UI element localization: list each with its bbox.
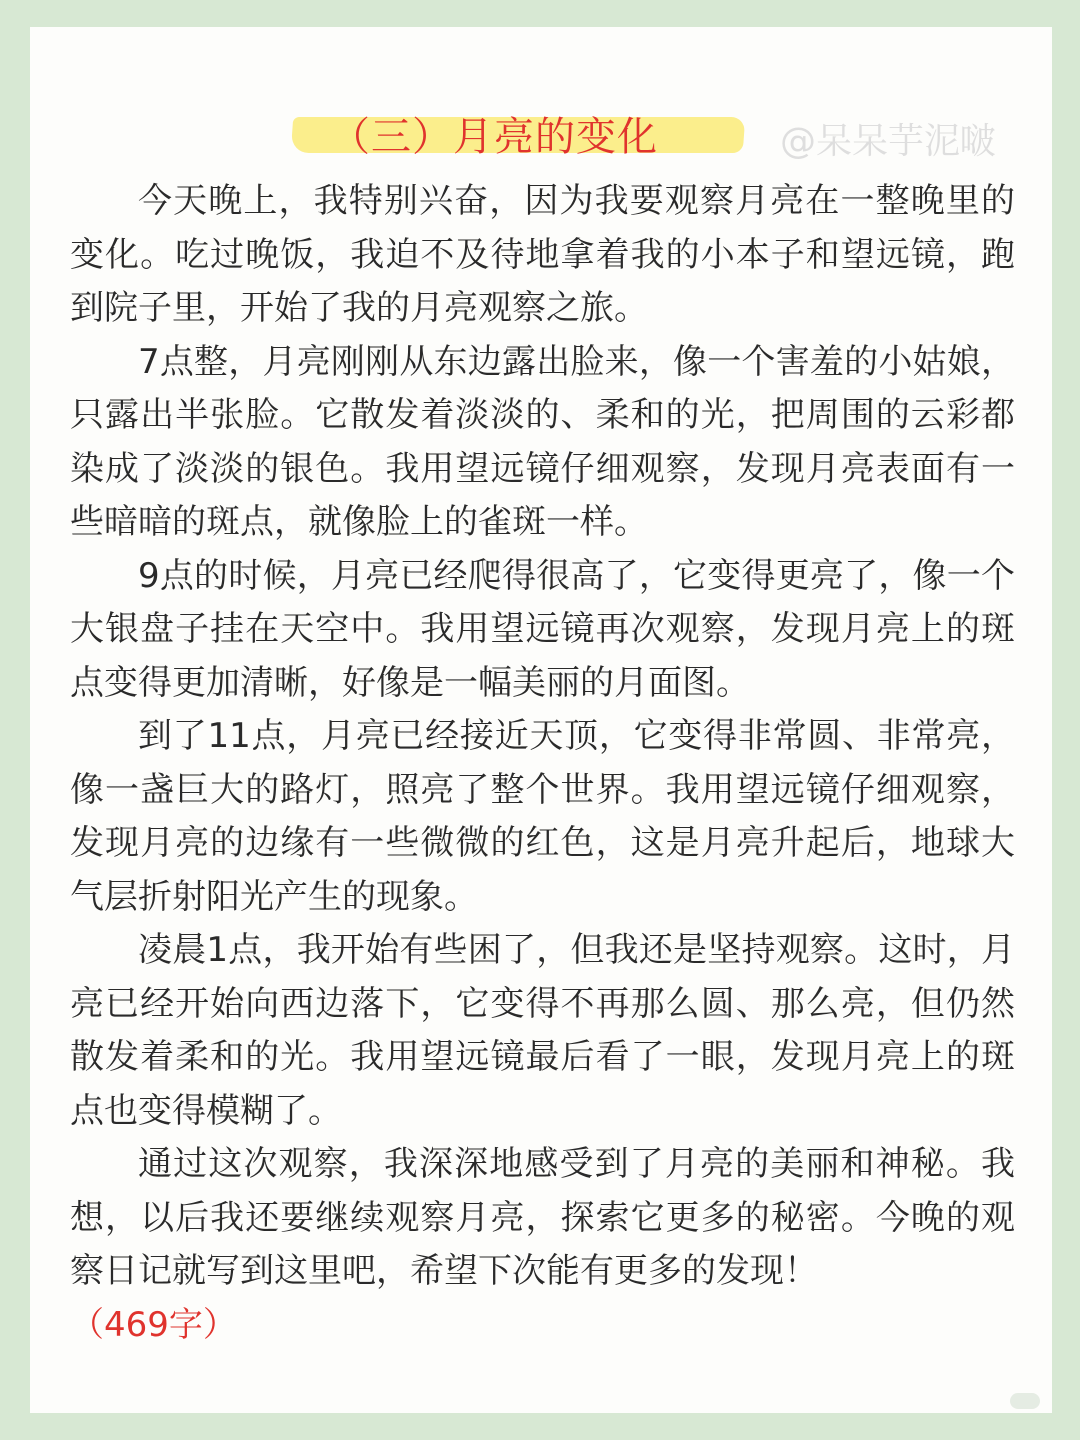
title-row bbox=[30, 87, 1052, 177]
essay-body bbox=[70, 175, 1015, 1352]
paragraph: 通过这次观察，我深深地感受到了月亮的美丽和神秘。我想，以后我还要继续观察月亮，探索它更多的秘密。今晚的观察日记就写到这里吧，希望下次能有更多的发现！ bbox=[70, 1144, 1015, 1291]
word-count: （469字） bbox=[70, 1304, 237, 1345]
document-card bbox=[30, 27, 1052, 1413]
paragraph: 7点整，月亮刚刚从东边露出脸来，像一个害羞的小姑娘，只露出半张脸。它散发着淡淡的、柔和的光，把周围的云彩都染成了淡淡的银色。我用望远镜仔细观察，发现月亮表面有一些暗暗的斑点，就像脸上的雀斑一样。 bbox=[70, 341, 1015, 542]
paragraph: 今天晚上，我特别兴奋，因为我要观察月亮在一整晚里的变化。吃过晚饭，我迫不及待地拿着我的小本子和望远镜，跑到院子里，开始了我的月亮观察之旅。 bbox=[70, 181, 1015, 328]
paragraph: 到了11点，月亮已经接近天顶，它变得非常圆、非常亮，像一盏巨大的路灯，照亮了整个世界。我用望远镜仔细观察，发现月亮的边缘有一些微微的红色，这是月亮升起后，地球大气层折射阳光产生的现象。 bbox=[70, 716, 1015, 917]
paragraph: 凌晨1点，我开始有些困了，但我还是坚持观察。这时，月亮已经开始向西边落下，它变得不再那么圆、那么亮，但仍然散发着柔和的光。我用望远镜最后看了一眼，发现月亮上的斑点也变得模糊了。 bbox=[70, 930, 1015, 1131]
page-title: （三）月亮的变化 bbox=[330, 114, 658, 160]
corner-badge bbox=[1010, 1393, 1040, 1409]
paragraph: 9点的时候，月亮已经爬得很高了，它变得更亮了，像一个大银盘子挂在天空中。我用望远镜再次观察，发现月亮上的斑点变得更加清晰，好像是一幅美丽的月面图。 bbox=[70, 555, 1015, 703]
watermark: @呆呆芋泥啵 bbox=[780, 121, 997, 162]
